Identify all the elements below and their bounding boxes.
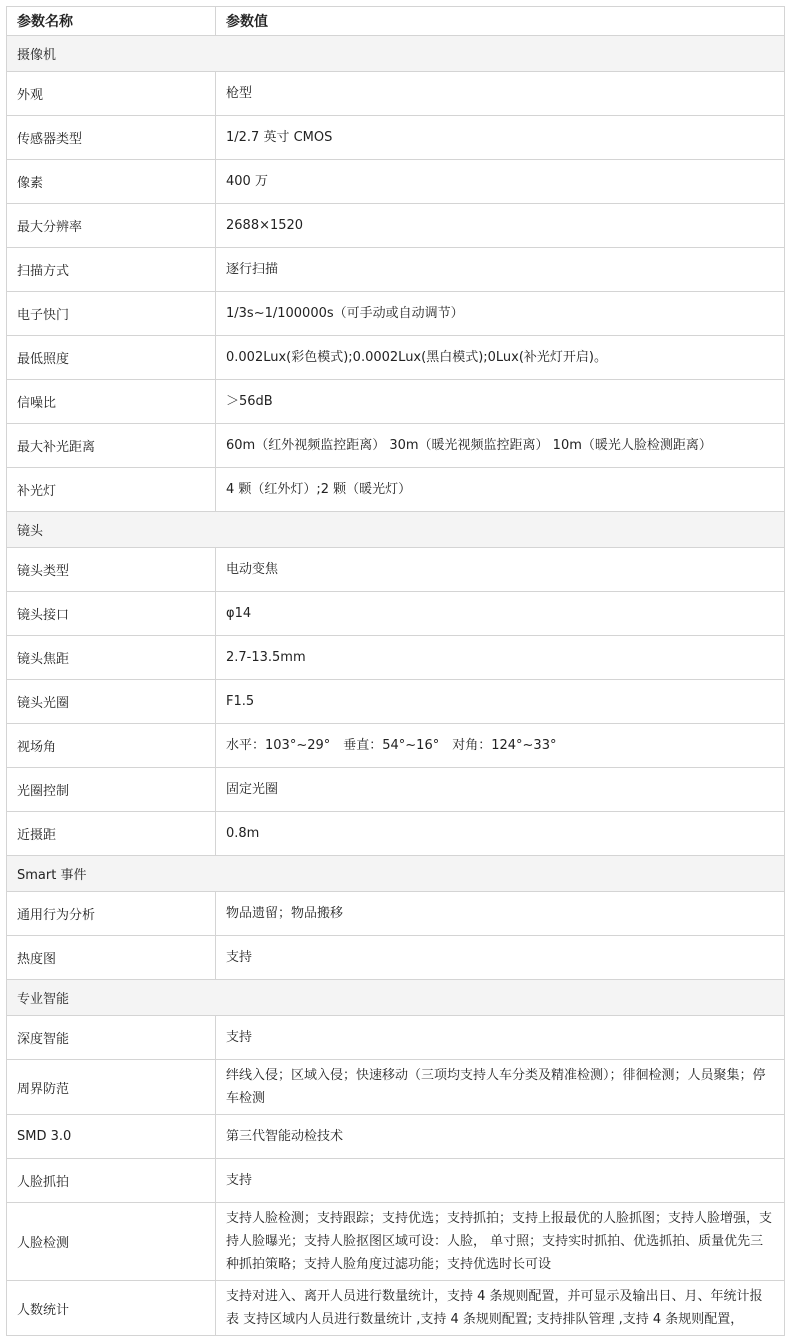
table-row [7,1281,785,1336]
table-header-row [7,7,785,36]
param-value: 第三代智能动检技术 [216,1115,785,1159]
param-value: 1/3s~1/100000s（可手动或自动调节） [216,292,785,336]
param-name: 光圈控制 [7,768,216,812]
param-value: 支持人脸检测；支持跟踪；支持优选；支持抓拍；支持上报最优的人脸抓图；支持人脸增强，支持人脸曝光；支持人脸抠图区域可设：人脸， 单寸照；支持实时抓拍、优选抓拍、质量优先三种抓拍策略；支持人脸角度过滤功能；支持优选时长可设 [216,1203,785,1281]
param-name: 镜头焦距 [7,636,216,680]
param-name: 扫描方式 [7,248,216,292]
table-row [7,160,785,204]
param-name: 人脸抓拍 [7,1159,216,1203]
header-param-name: 参数名称 [7,7,216,36]
spec-sheet [6,6,784,1336]
param-value: 2.7-13.5mm [216,636,785,680]
param-name: 传感器类型 [7,116,216,160]
param-value: 400 万 [216,160,785,204]
table-row [7,1115,785,1159]
param-name: 镜头接口 [7,592,216,636]
param-name: 人数统计 [7,1281,216,1336]
section-row [7,856,785,892]
param-name: 外观 [7,72,216,116]
param-name: 近摄距 [7,812,216,856]
param-name: 镜头类型 [7,548,216,592]
param-name: 深度智能 [7,1016,216,1060]
param-name: 像素 [7,160,216,204]
table-row [7,292,785,336]
section-title: 专业智能 [7,980,785,1016]
section-row [7,36,785,72]
param-value: 支持 [216,1016,785,1060]
section-row [7,512,785,548]
param-value: 0.8m [216,812,785,856]
param-name: 补光灯 [7,468,216,512]
table-row [7,548,785,592]
param-name: 最大分辨率 [7,204,216,248]
table-row [7,936,785,980]
table-row [7,892,785,936]
param-value: 支持 [216,1159,785,1203]
table-row [7,768,785,812]
param-value: 绊线入侵；区域入侵；快速移动（三项均支持人车分类及精准检测）；徘徊检测；人员聚集；停车检测 [216,1060,785,1115]
table-row [7,204,785,248]
table-row [7,116,785,160]
section-title: Smart 事件 [7,856,785,892]
param-value: ＞56dB [216,380,785,424]
table-row [7,468,785,512]
table-row [7,1060,785,1115]
table-row [7,680,785,724]
table-row [7,336,785,380]
param-value: 枪型 [216,72,785,116]
section-title: 镜头 [7,512,785,548]
table-row [7,72,785,116]
param-value: 物品遗留；物品搬移 [216,892,785,936]
param-value: 60m（红外视频监控距离） 30m（暖光视频监控距离） 10m（暖光人脸检测距离） [216,424,785,468]
table-row [7,1016,785,1060]
param-name: 电子快门 [7,292,216,336]
param-name: 热度图 [7,936,216,980]
param-value: F1.5 [216,680,785,724]
table-row [7,424,785,468]
param-value: φ14 [216,592,785,636]
param-name: 镜头光圈 [7,680,216,724]
param-name: 通用行为分析 [7,892,216,936]
param-value: 0.002Lux(彩色模式);0.0002Lux(黑白模式);0Lux(补光灯开启)。 [216,336,785,380]
table-row [7,1159,785,1203]
param-value: 电动变焦 [216,548,785,592]
param-name: SMD 3.0 [7,1115,216,1159]
param-value: 水平：103°~29° 垂直：54°~16° 对角：124°~33° [216,724,785,768]
spec-table-body [7,7,785,1336]
table-row [7,724,785,768]
param-name: 最大补光距离 [7,424,216,468]
spec-table [6,6,785,1336]
section-row [7,980,785,1016]
param-name: 周界防范 [7,1060,216,1115]
param-value: 支持 [216,936,785,980]
table-row [7,636,785,680]
param-value: 逐行扫描 [216,248,785,292]
table-row [7,380,785,424]
header-param-value: 参数值 [216,7,785,36]
param-name: 视场角 [7,724,216,768]
param-name: 最低照度 [7,336,216,380]
table-row [7,812,785,856]
table-row [7,248,785,292]
table-row [7,592,785,636]
section-title: 摄像机 [7,36,785,72]
table-row [7,1203,785,1281]
param-value: 2688×1520 [216,204,785,248]
param-name: 信噪比 [7,380,216,424]
param-name: 人脸检测 [7,1203,216,1281]
param-value: 4 颗（红外灯）;2 颗（暖光灯） [216,468,785,512]
param-value: 1/2.7 英寸 CMOS [216,116,785,160]
param-value: 固定光圈 [216,768,785,812]
param-value: 支持对进入、离开人员进行数量统计，支持 4 条规则配置，并可显示及输出日、月、年统计报表 支持区域内人员进行数量统计 ,支持 4 条规则配置; 支持排队管理 ,支持 4 条规则配置， [216,1281,785,1336]
